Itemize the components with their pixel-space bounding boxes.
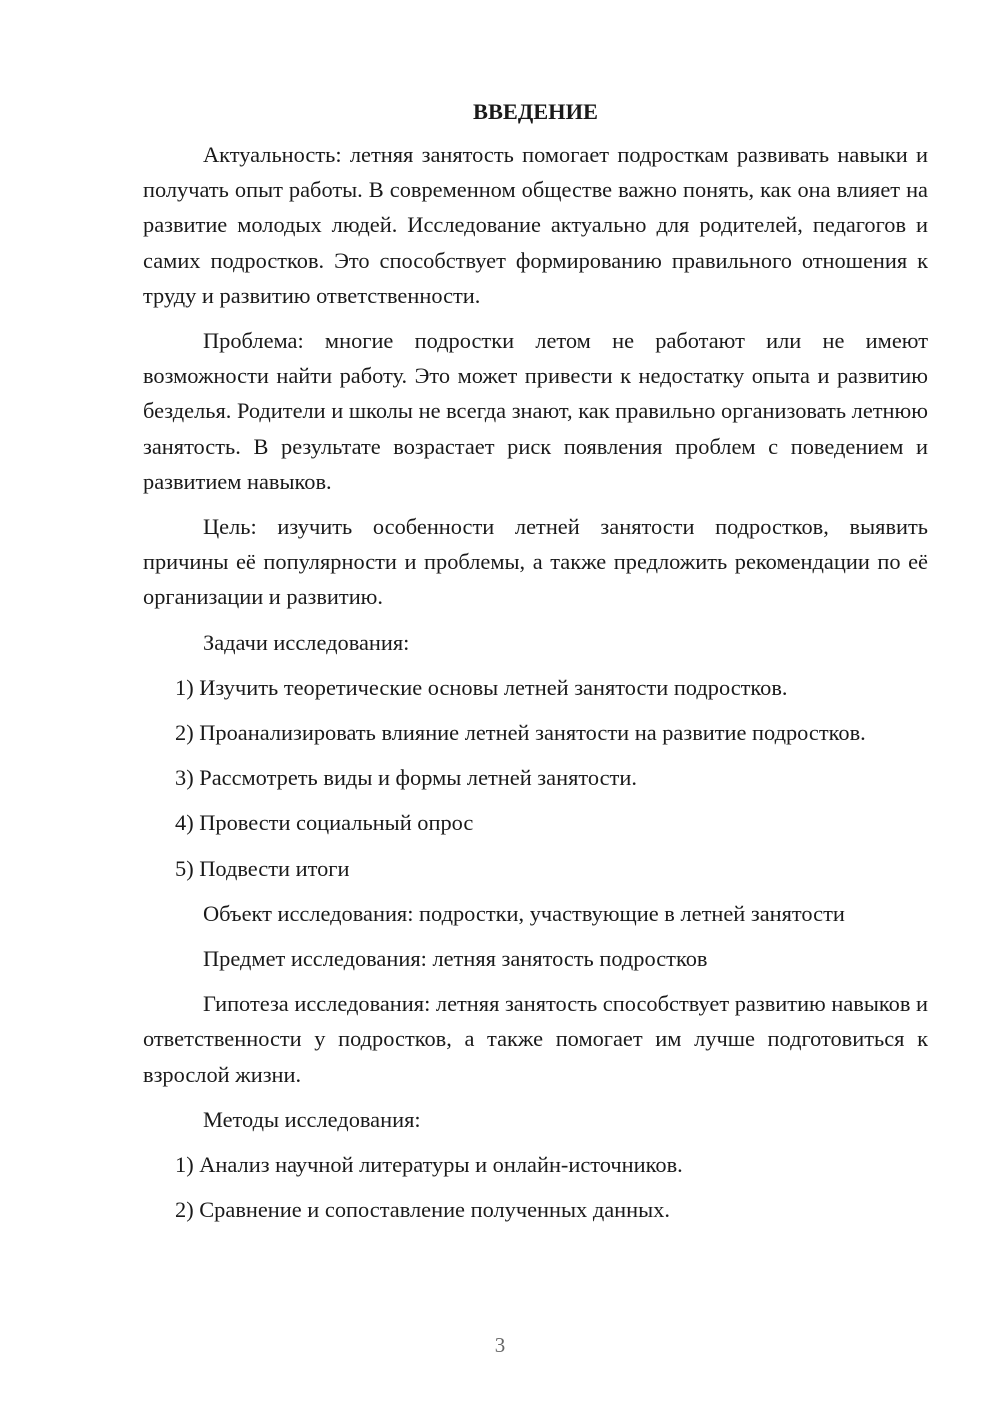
paragraph-goal: Цель: изучить особенности летней занятости подростков, выявить причины её популярности и проблемы, а также предложить рекомендации по её организации и развитию. bbox=[143, 514, 928, 610]
task-item-4: 4) Провести социальный опрос bbox=[175, 810, 474, 836]
method-item-2: 2) Сравнение и сопоставление полученных данных. bbox=[175, 1197, 670, 1223]
task-item-5: 5) Подвести итоги bbox=[175, 855, 350, 881]
paragraph-problem: Проблема: многие подростки летом не работают или не имеют возможности найти работу. Это может привести к недостатку опыта и развитию безделья. Родители и школы не всегда знают, как правильно организовать летнюю занятость. В результате возрастает риск появления проблем с поведением и развитием навыков. bbox=[143, 328, 928, 494]
methods-heading: Методы исследования: bbox=[203, 1106, 421, 1132]
method-item-1: 1) Анализ научной литературы и онлайн-источников. bbox=[175, 1152, 683, 1178]
tasks-heading: Задачи исследования: bbox=[203, 629, 410, 655]
task-item-3: 3) Рассмотреть виды и формы летней занятости. bbox=[175, 765, 637, 791]
task-item-2: 2) Проанализировать влияние летней занятости на развитие подростков. bbox=[175, 720, 866, 746]
paragraph-relevance: Актуальность: летняя занятость помогает подросткам развивать навыки и получать опыт работы. В современном обществе важно понять, как она влияет на развитие молодых людей. Исследование актуально для родителей, педагогов и самих подростков. Это способствует формированию правильного отношения к труду и развитию ответственности. bbox=[143, 142, 928, 308]
page-number: 3 bbox=[494, 1333, 506, 1357]
paragraph-subject: Предмет исследования: летняя занятость подростков bbox=[203, 946, 708, 972]
page-content bbox=[143, 96, 928, 1237]
task-item-1: 1) Изучить теоретические основы летней занятости подростков. bbox=[175, 674, 788, 700]
paragraph-object: Объект исследования: подростки, участвующие в летней занятости bbox=[203, 900, 845, 926]
page-title: ВВЕДЕНИЕ bbox=[473, 99, 598, 124]
paragraph-hypothesis: Гипотеза исследования: летняя занятость способствует развитию навыков и ответственности у подростков, а также помогает им лучше подготовиться к взрослой жизни. bbox=[143, 991, 929, 1087]
